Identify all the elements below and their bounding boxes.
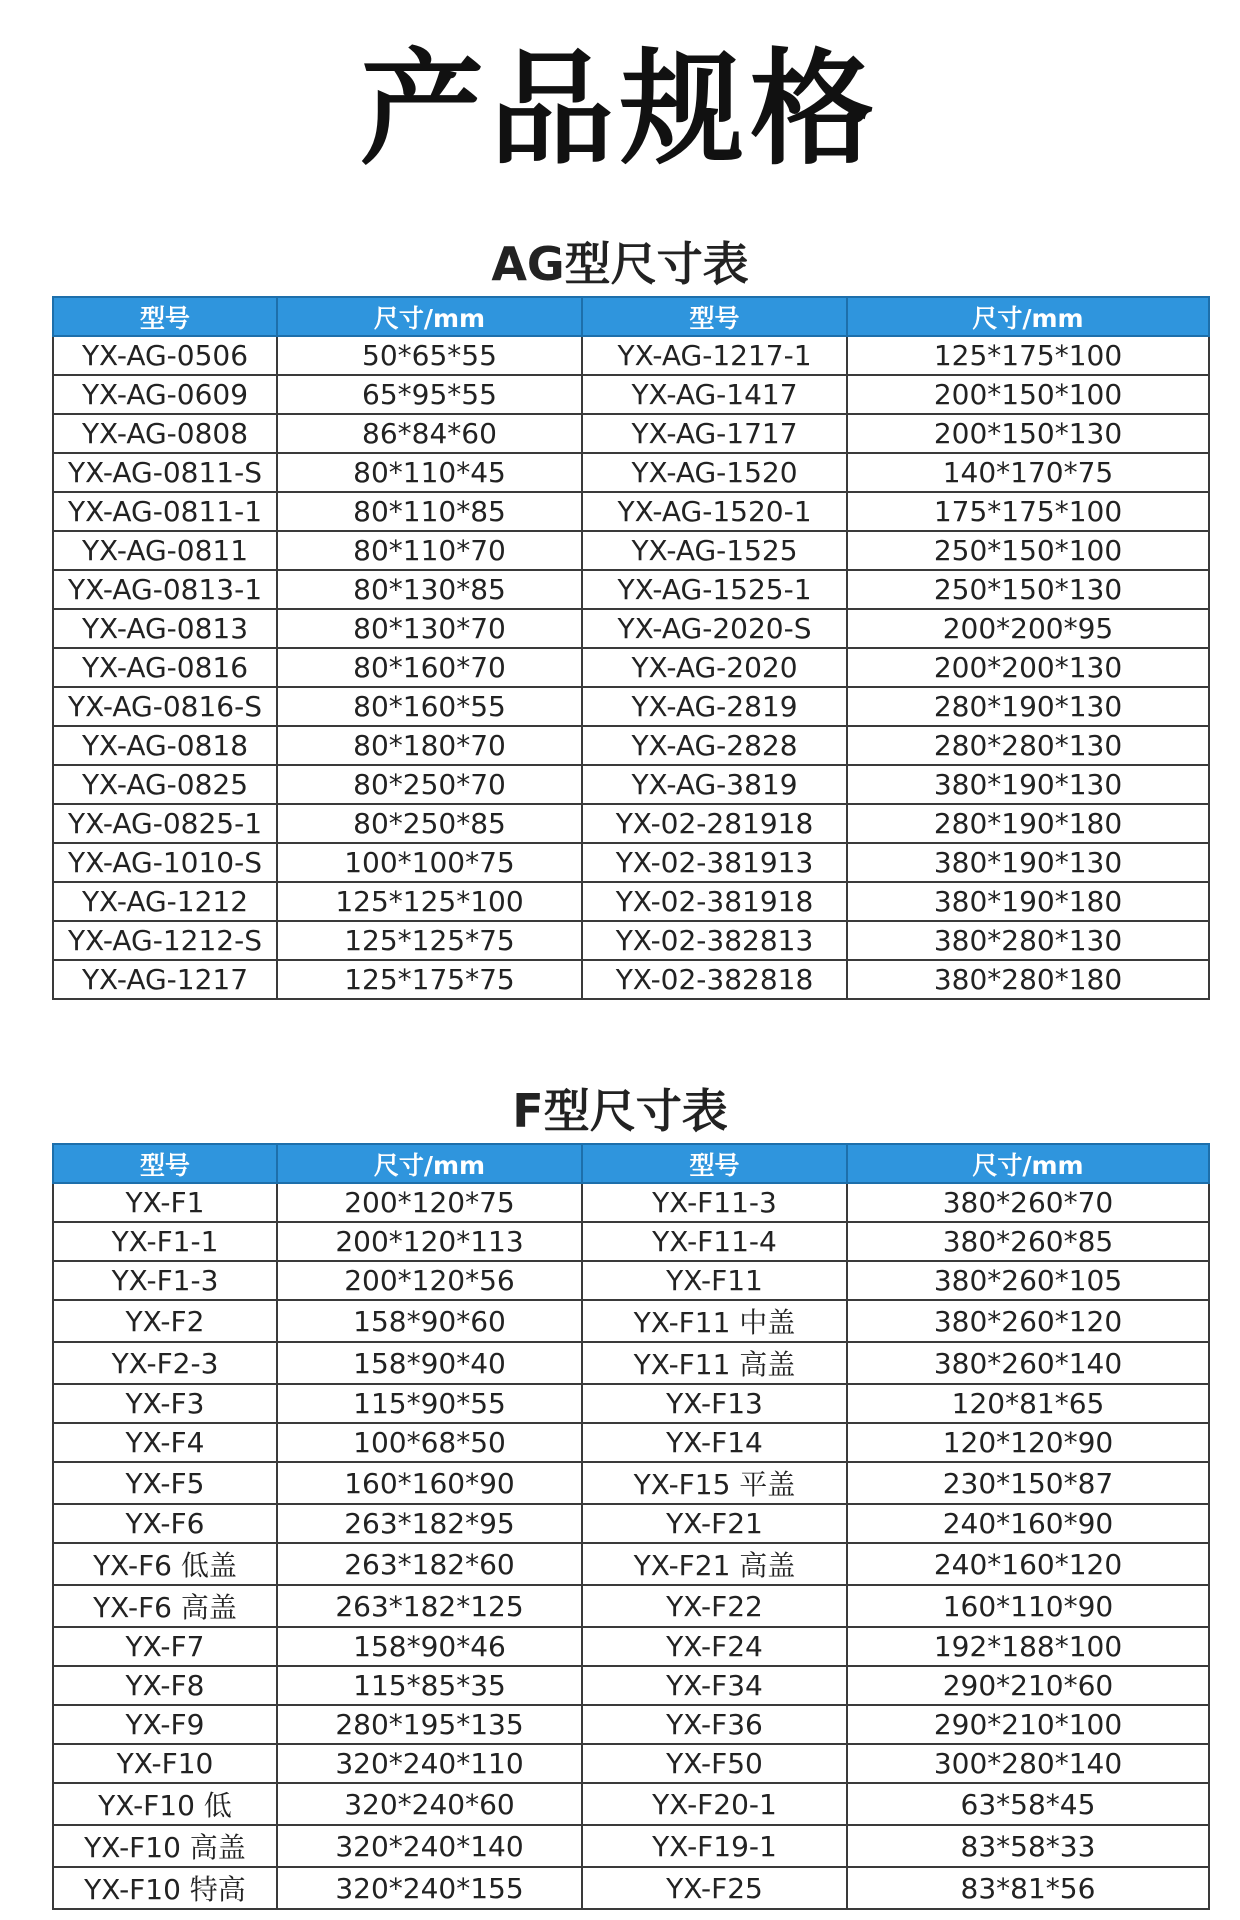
model-cell: YX-AG-0609 bbox=[53, 375, 277, 414]
model-cell: YX-AG-2828 bbox=[582, 726, 847, 765]
size-cell: 100*68*50 bbox=[277, 1423, 582, 1462]
model-cell: YX-F10 高盖 bbox=[53, 1825, 277, 1867]
model-cell: YX-F21 高盖 bbox=[582, 1543, 847, 1585]
ag-size-table bbox=[52, 296, 1210, 1000]
model-cell: YX-F6 低盖 bbox=[53, 1543, 277, 1585]
size-cell: 200*200*130 bbox=[847, 648, 1209, 687]
table-row bbox=[53, 570, 1209, 609]
size-cell: 280*190*130 bbox=[847, 687, 1209, 726]
model-cell: YX-AG-0816 bbox=[53, 648, 277, 687]
table-row bbox=[53, 1543, 1209, 1585]
size-cell: 250*150*100 bbox=[847, 531, 1209, 570]
model-cell: YX-02-382813 bbox=[582, 921, 847, 960]
size-cell: 290*210*100 bbox=[847, 1705, 1209, 1744]
size-header: 尺寸/mm bbox=[277, 297, 582, 336]
model-cell: YX-F15 平盖 bbox=[582, 1462, 847, 1504]
table-row bbox=[53, 453, 1209, 492]
table-header-row bbox=[53, 297, 1209, 336]
model-cell: YX-F20-1 bbox=[582, 1783, 847, 1825]
size-cell: 240*160*90 bbox=[847, 1504, 1209, 1543]
size-cell: 80*250*70 bbox=[277, 765, 582, 804]
size-cell: 200*120*75 bbox=[277, 1183, 582, 1222]
size-cell: 80*110*45 bbox=[277, 453, 582, 492]
model-cell: YX-AG-1520 bbox=[582, 453, 847, 492]
size-cell: 320*240*110 bbox=[277, 1744, 582, 1783]
size-cell: 50*65*55 bbox=[277, 336, 582, 375]
size-header: 尺寸/mm bbox=[847, 1144, 1209, 1183]
model-cell: YX-F50 bbox=[582, 1744, 847, 1783]
model-cell: YX-02-382818 bbox=[582, 960, 847, 999]
table-row bbox=[53, 1261, 1209, 1300]
model-cell: YX-AG-1717 bbox=[582, 414, 847, 453]
size-cell: 380*280*130 bbox=[847, 921, 1209, 960]
model-cell: YX-F36 bbox=[582, 1705, 847, 1744]
table-row bbox=[53, 336, 1209, 375]
model-cell: YX-F11 高盖 bbox=[582, 1342, 847, 1384]
model-cell: YX-F4 bbox=[53, 1423, 277, 1462]
size-cell: 380*260*140 bbox=[847, 1342, 1209, 1384]
model-cell: YX-F22 bbox=[582, 1585, 847, 1627]
model-cell: YX-F14 bbox=[582, 1423, 847, 1462]
model-cell: YX-F34 bbox=[582, 1666, 847, 1705]
model-cell: YX-AG-2819 bbox=[582, 687, 847, 726]
model-cell: YX-AG-0818 bbox=[53, 726, 277, 765]
model-cell: YX-AG-0816-S bbox=[53, 687, 277, 726]
model-cell: YX-AG-0813-1 bbox=[53, 570, 277, 609]
size-cell: 115*85*35 bbox=[277, 1666, 582, 1705]
size-cell: 320*240*140 bbox=[277, 1825, 582, 1867]
model-header: 型号 bbox=[582, 297, 847, 336]
size-cell: 280*195*135 bbox=[277, 1705, 582, 1744]
table-row bbox=[53, 1342, 1209, 1384]
size-cell: 158*90*60 bbox=[277, 1300, 582, 1342]
model-cell: YX-AG-1212 bbox=[53, 882, 277, 921]
table-row bbox=[53, 1783, 1209, 1825]
model-cell: YX-AG-1010-S bbox=[53, 843, 277, 882]
size-cell: 380*260*105 bbox=[847, 1261, 1209, 1300]
size-cell: 250*150*130 bbox=[847, 570, 1209, 609]
size-cell: 125*125*100 bbox=[277, 882, 582, 921]
size-cell: 192*188*100 bbox=[847, 1627, 1209, 1666]
model-cell: YX-AG-0813 bbox=[53, 609, 277, 648]
model-cell: YX-F11 中盖 bbox=[582, 1300, 847, 1342]
table-row bbox=[53, 765, 1209, 804]
size-cell: 158*90*40 bbox=[277, 1342, 582, 1384]
table-row bbox=[53, 531, 1209, 570]
model-cell: YX-AG-1520-1 bbox=[582, 492, 847, 531]
table-row bbox=[53, 414, 1209, 453]
size-cell: 80*130*70 bbox=[277, 609, 582, 648]
model-cell: YX-F9 bbox=[53, 1705, 277, 1744]
model-cell: YX-AG-2020-S bbox=[582, 609, 847, 648]
size-cell: 263*182*125 bbox=[277, 1585, 582, 1627]
page-title: 产品规格 bbox=[359, 38, 880, 182]
size-cell: 140*170*75 bbox=[847, 453, 1209, 492]
model-cell: YX-F13 bbox=[582, 1384, 847, 1423]
size-cell: 158*90*46 bbox=[277, 1627, 582, 1666]
size-cell: 86*84*60 bbox=[277, 414, 582, 453]
model-cell: YX-F10 特高 bbox=[53, 1867, 277, 1909]
table-header-row bbox=[53, 1144, 1209, 1183]
size-cell: 83*81*56 bbox=[847, 1867, 1209, 1909]
model-cell: YX-F10 低 bbox=[53, 1783, 277, 1825]
model-cell: YX-AG-0808 bbox=[53, 414, 277, 453]
size-cell: 300*280*140 bbox=[847, 1744, 1209, 1783]
f-table-title: F型尺寸表 bbox=[512, 1084, 728, 1138]
size-cell: 125*175*75 bbox=[277, 960, 582, 999]
size-cell: 80*250*85 bbox=[277, 804, 582, 843]
model-cell: YX-F7 bbox=[53, 1627, 277, 1666]
size-cell: 160*160*90 bbox=[277, 1462, 582, 1504]
model-cell: YX-AG-0825 bbox=[53, 765, 277, 804]
ag-table-title: AG型尺寸表 bbox=[491, 237, 749, 291]
size-cell: 120*120*90 bbox=[847, 1423, 1209, 1462]
size-cell: 230*150*87 bbox=[847, 1462, 1209, 1504]
table-row bbox=[53, 1744, 1209, 1783]
size-cell: 200*150*100 bbox=[847, 375, 1209, 414]
table-row bbox=[53, 1504, 1209, 1543]
table-row bbox=[53, 726, 1209, 765]
model-cell: YX-F2 bbox=[53, 1300, 277, 1342]
size-cell: 200*200*95 bbox=[847, 609, 1209, 648]
model-cell: YX-F11 bbox=[582, 1261, 847, 1300]
size-cell: 380*260*70 bbox=[847, 1183, 1209, 1222]
model-cell: YX-02-381913 bbox=[582, 843, 847, 882]
size-cell: 83*58*33 bbox=[847, 1825, 1209, 1867]
model-cell: YX-AG-1212-S bbox=[53, 921, 277, 960]
table-row bbox=[53, 1423, 1209, 1462]
size-cell: 100*100*75 bbox=[277, 843, 582, 882]
model-cell: YX-AG-3819 bbox=[582, 765, 847, 804]
model-cell: YX-F21 bbox=[582, 1504, 847, 1543]
model-cell: YX-AG-0811 bbox=[53, 531, 277, 570]
size-cell: 263*182*60 bbox=[277, 1543, 582, 1585]
model-cell: YX-F6 bbox=[53, 1504, 277, 1543]
table-row bbox=[53, 1462, 1209, 1504]
table-row bbox=[53, 1867, 1209, 1909]
table-row bbox=[53, 960, 1209, 999]
model-cell: YX-AG-0825-1 bbox=[53, 804, 277, 843]
size-cell: 263*182*95 bbox=[277, 1504, 582, 1543]
table-row bbox=[53, 1300, 1209, 1342]
model-cell: YX-F10 bbox=[53, 1744, 277, 1783]
size-header: 尺寸/mm bbox=[277, 1144, 582, 1183]
size-cell: 200*120*113 bbox=[277, 1222, 582, 1261]
size-cell: 65*95*55 bbox=[277, 375, 582, 414]
model-cell: YX-F6 高盖 bbox=[53, 1585, 277, 1627]
table-row bbox=[53, 921, 1209, 960]
size-cell: 380*260*85 bbox=[847, 1222, 1209, 1261]
size-cell: 380*280*180 bbox=[847, 960, 1209, 999]
table-row bbox=[53, 1825, 1209, 1867]
size-cell: 280*190*180 bbox=[847, 804, 1209, 843]
model-cell: YX-AG-1217 bbox=[53, 960, 277, 999]
model-cell: YX-F2-3 bbox=[53, 1342, 277, 1384]
model-cell: YX-F3 bbox=[53, 1384, 277, 1423]
table-row bbox=[53, 882, 1209, 921]
table-row bbox=[53, 687, 1209, 726]
model-cell: YX-02-281918 bbox=[582, 804, 847, 843]
table-row bbox=[53, 375, 1209, 414]
table-row bbox=[53, 1222, 1209, 1261]
size-cell: 80*160*70 bbox=[277, 648, 582, 687]
size-cell: 175*175*100 bbox=[847, 492, 1209, 531]
model-cell: YX-F8 bbox=[53, 1666, 277, 1705]
size-cell: 380*190*130 bbox=[847, 765, 1209, 804]
size-cell: 380*190*130 bbox=[847, 843, 1209, 882]
size-cell: 380*260*120 bbox=[847, 1300, 1209, 1342]
size-cell: 320*240*155 bbox=[277, 1867, 582, 1909]
table-row bbox=[53, 804, 1209, 843]
size-cell: 290*210*60 bbox=[847, 1666, 1209, 1705]
model-cell: YX-AG-1217-1 bbox=[582, 336, 847, 375]
model-cell: YX-02-381918 bbox=[582, 882, 847, 921]
model-cell: YX-F19-1 bbox=[582, 1825, 847, 1867]
model-cell: YX-F11-3 bbox=[582, 1183, 847, 1222]
size-cell: 63*58*45 bbox=[847, 1783, 1209, 1825]
size-cell: 160*110*90 bbox=[847, 1585, 1209, 1627]
size-header: 尺寸/mm bbox=[847, 297, 1209, 336]
model-cell: YX-F24 bbox=[582, 1627, 847, 1666]
size-cell: 120*81*65 bbox=[847, 1384, 1209, 1423]
model-cell: YX-F25 bbox=[582, 1867, 847, 1909]
model-cell: YX-AG-0811-1 bbox=[53, 492, 277, 531]
size-cell: 200*150*130 bbox=[847, 414, 1209, 453]
size-cell: 125*125*75 bbox=[277, 921, 582, 960]
size-cell: 320*240*60 bbox=[277, 1783, 582, 1825]
model-cell: YX-F1-3 bbox=[53, 1261, 277, 1300]
model-cell: YX-AG-1525-1 bbox=[582, 570, 847, 609]
model-header: 型号 bbox=[53, 297, 277, 336]
model-header: 型号 bbox=[582, 1144, 847, 1183]
size-cell: 200*120*56 bbox=[277, 1261, 582, 1300]
table-row bbox=[53, 1384, 1209, 1423]
model-cell: YX-AG-1417 bbox=[582, 375, 847, 414]
model-cell: YX-AG-2020 bbox=[582, 648, 847, 687]
size-cell: 80*160*55 bbox=[277, 687, 582, 726]
size-cell: 125*175*100 bbox=[847, 336, 1209, 375]
table-row bbox=[53, 1627, 1209, 1666]
table-row bbox=[53, 609, 1209, 648]
table-row bbox=[53, 1183, 1209, 1222]
size-cell: 80*110*85 bbox=[277, 492, 582, 531]
model-cell: YX-F1 bbox=[53, 1183, 277, 1222]
table-row bbox=[53, 843, 1209, 882]
model-cell: YX-F11-4 bbox=[582, 1222, 847, 1261]
table-row bbox=[53, 1705, 1209, 1744]
f-size-table bbox=[52, 1143, 1210, 1910]
model-cell: YX-AG-0506 bbox=[53, 336, 277, 375]
size-cell: 80*180*70 bbox=[277, 726, 582, 765]
size-cell: 115*90*55 bbox=[277, 1384, 582, 1423]
model-cell: YX-F5 bbox=[53, 1462, 277, 1504]
size-cell: 80*110*70 bbox=[277, 531, 582, 570]
size-cell: 380*190*180 bbox=[847, 882, 1209, 921]
table-row bbox=[53, 492, 1209, 531]
size-cell: 80*130*85 bbox=[277, 570, 582, 609]
size-cell: 280*280*130 bbox=[847, 726, 1209, 765]
table-row bbox=[53, 648, 1209, 687]
model-cell: YX-F1-1 bbox=[53, 1222, 277, 1261]
model-header: 型号 bbox=[53, 1144, 277, 1183]
size-cell: 240*160*120 bbox=[847, 1543, 1209, 1585]
table-row bbox=[53, 1585, 1209, 1627]
table-row bbox=[53, 1666, 1209, 1705]
model-cell: YX-AG-0811-S bbox=[53, 453, 277, 492]
model-cell: YX-AG-1525 bbox=[582, 531, 847, 570]
